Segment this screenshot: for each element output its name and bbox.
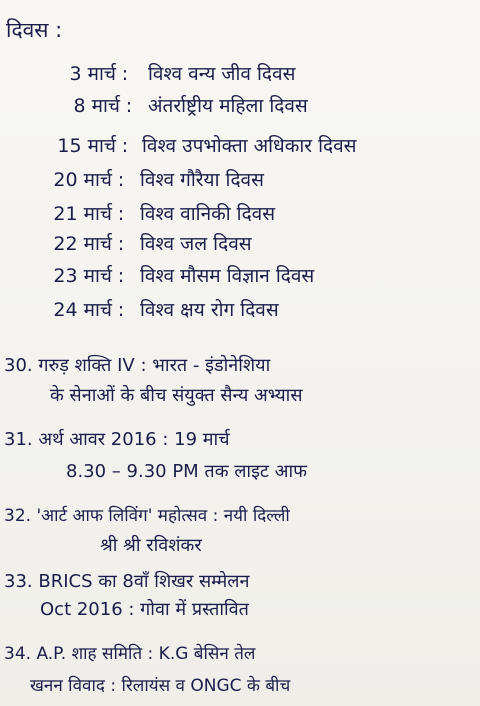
day-name: विश्व वानिकी दिवस xyxy=(140,203,276,225)
day-separator: : xyxy=(117,233,125,255)
day-date: 8 मार्च xyxy=(73,95,120,117)
day-row xyxy=(22,298,279,322)
day-row xyxy=(24,264,314,288)
item-34-line-1 xyxy=(4,642,255,666)
item-text: 31. अर्थ आवर 2016 : 19 मार्च xyxy=(4,429,230,450)
day-separator: : xyxy=(121,135,129,157)
item-30-line-1 xyxy=(4,354,270,378)
item-text: Oct 2016 : गोवा में प्रस्तावित xyxy=(40,599,249,620)
day-name: अंतर्राष्ट्रीय महिला दिवस xyxy=(148,95,308,117)
item-text: 34. A.P. शाह समिति : K.G बेसिन तेल xyxy=(4,644,256,664)
item-30-line-2 xyxy=(50,384,303,408)
day-date: 15 मार्च xyxy=(57,135,116,157)
day-row xyxy=(38,62,295,86)
day-separator: : xyxy=(117,169,125,191)
day-date: 22 मार्च xyxy=(53,233,112,255)
day-name: विश्व उपभोक्ता अधिकार दिवस xyxy=(142,135,357,157)
day-date: 20 मार्च xyxy=(53,169,112,191)
day-separator: : xyxy=(117,265,125,287)
day-separator: : xyxy=(117,203,125,225)
item-33-line-2 xyxy=(40,598,249,622)
item-32-line-1 xyxy=(4,504,290,528)
item-text: श्री श्री रविशंकर xyxy=(100,535,202,556)
day-name: विश्व वन्य जीव दिवस xyxy=(148,63,296,85)
day-name: विश्व जल दिवस xyxy=(140,233,252,255)
day-row xyxy=(24,232,252,256)
item-text: खनन विवाद : रिलायंस व ONGC के बीच xyxy=(30,676,291,696)
item-33-line-1 xyxy=(4,570,250,594)
day-name: विश्व मौसम विज्ञान दिवस xyxy=(140,265,315,287)
day-separator: : xyxy=(125,95,133,117)
day-date: 23 मार्च xyxy=(53,265,112,287)
section-heading xyxy=(6,18,62,42)
item-text: 32. 'आर्ट आफ लिविंग' महोत्सव : नयी दिल्ली xyxy=(4,506,290,526)
day-name: विश्व क्षय रोग दिवस xyxy=(140,299,279,321)
day-row xyxy=(24,168,264,192)
item-text: 8.30 – 9.30 PM तक लाइट आफ xyxy=(66,461,308,482)
day-row xyxy=(24,202,275,226)
day-name: विश्व गौरैया दिवस xyxy=(140,169,264,191)
day-date: 24 मार्च xyxy=(53,299,112,321)
day-separator: : xyxy=(117,299,125,321)
item-text: 33. BRICS का 8वाँ शिखर सम्मेलन xyxy=(4,571,250,592)
day-separator: : xyxy=(121,63,129,85)
day-date: 3 मार्च xyxy=(69,63,116,85)
item-text: के सेनाओं के बीच संयुक्त सैन्य अभ्यास xyxy=(50,385,303,406)
day-date: 21 मार्च xyxy=(53,203,112,225)
day-row xyxy=(28,134,356,158)
day-row xyxy=(38,94,308,118)
item-32-line-2 xyxy=(100,534,202,558)
item-34-line-2 xyxy=(30,674,290,698)
item-31-line-2 xyxy=(66,460,307,484)
item-text: 30. गरुड़ शक्ति IV : भारत - इंडोनेशिया xyxy=(4,355,271,376)
heading-text: दिवस : xyxy=(6,18,63,42)
item-31-line-1 xyxy=(4,428,230,452)
